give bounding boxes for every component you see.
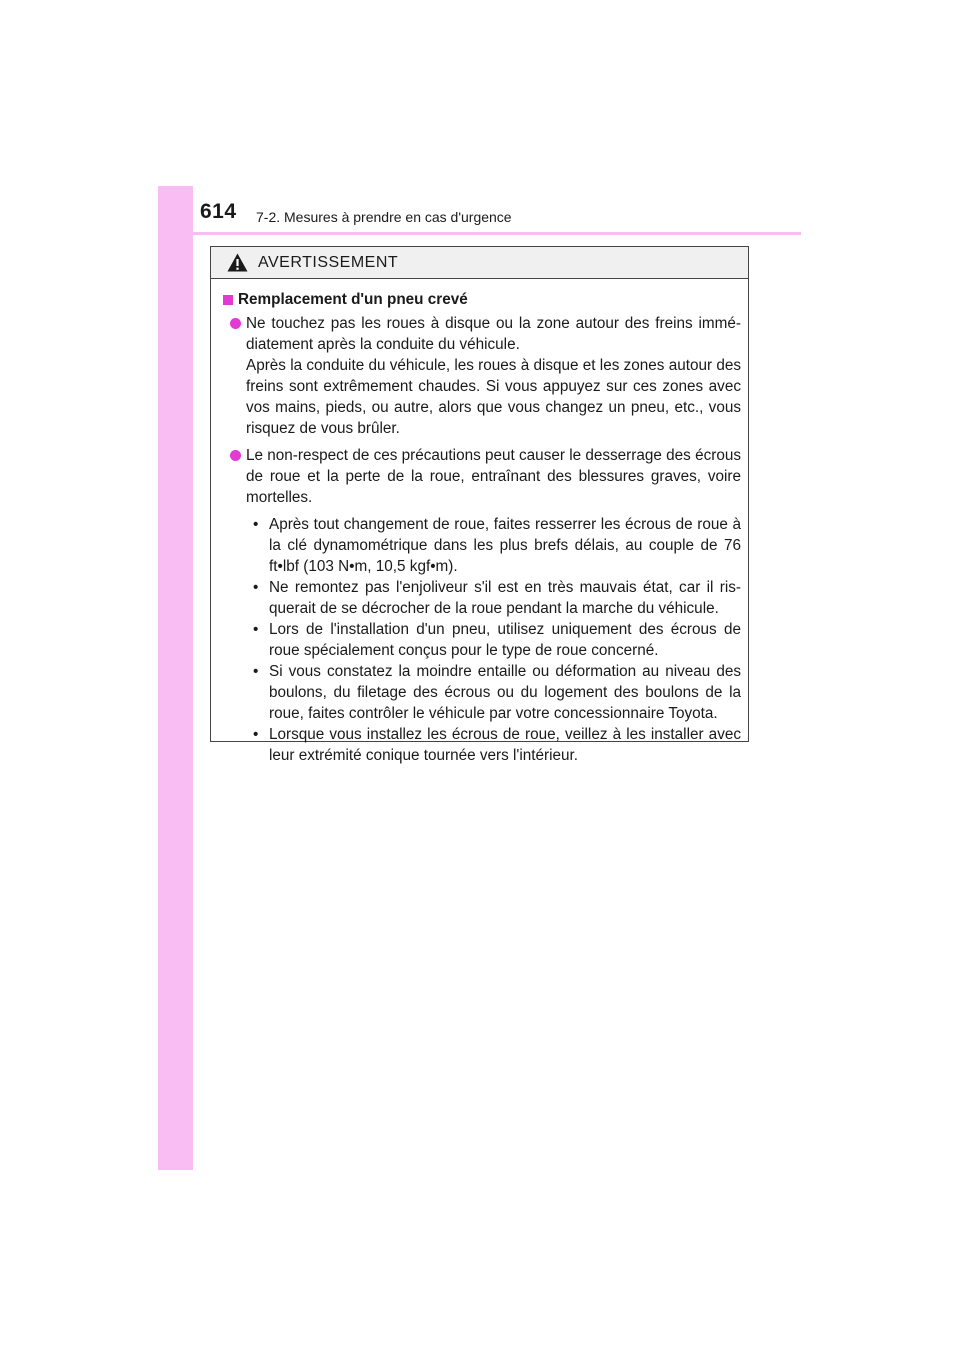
dot-bullet-icon: • — [253, 663, 259, 680]
bullet-paragraph: Après la conduite du véhicule, les roues à disque et les zones autour des freins sont extrêmement chaudes. Si vous appuyez sur ces zones avec vos mains, pieds, ou autre, alors que vous changez un pneu, etc., vous risquez de vous brûler. — [246, 357, 741, 437]
dot-bullet-icon: • — [253, 726, 259, 743]
page-number: 614 — [200, 200, 237, 223]
dot-bullet-icon: • — [253, 621, 259, 638]
bullet-item — [223, 445, 741, 508]
warning-box — [210, 246, 749, 764]
warning-header — [211, 247, 748, 279]
dot-list — [223, 514, 741, 766]
dot-item — [253, 661, 741, 724]
side-tab-strip — [158, 186, 193, 1170]
square-bullet-icon — [223, 295, 233, 305]
dot-bullet-icon: • — [253, 579, 259, 596]
subheading — [223, 289, 741, 310]
bullet-paragraph: Ne touchez pas les roues à disque ou la zone autour des freins immé-diatement après la conduite du véhicule. — [246, 315, 741, 353]
circle-bullet-icon — [230, 450, 241, 461]
warning-triangle-icon — [227, 253, 248, 272]
header-rule — [158, 232, 801, 235]
dot-item — [253, 724, 741, 766]
dot-item — [253, 577, 741, 619]
bullet-paragraph: Le non-respect de ces précautions peut causer le desserrage des écrous de roue et la perte de la roue, entraînant des blessures graves, voire mortelles. — [246, 447, 741, 506]
bullet-text — [246, 313, 741, 439]
dot-item — [253, 514, 741, 577]
dot-item-text: Ne remontez pas l'enjoliveur s'il est en très mauvais état, car il ris-querait de se décrocher de la roue pendant la marche du véhicule. — [269, 579, 741, 617]
warning-title: AVERTISSEMENT — [258, 253, 399, 271]
bullet-text — [246, 445, 741, 508]
warning-content — [211, 279, 748, 766]
dot-item — [253, 619, 741, 661]
dot-item-text: Lorsque vous installez les écrous de roue, veillez à les installer avec leur extrémité conique tournée vers l'intérieur. — [269, 726, 741, 764]
subheading-text: Remplacement d'un pneu crevé — [238, 291, 468, 308]
section-title: 7-2. Mesures à prendre en cas d'urgence — [256, 209, 512, 225]
dot-bullet-icon: • — [253, 516, 259, 533]
dot-item-text: Lors de l'installation d'un pneu, utilisez uniquement des écrous de roue spécialement conçus pour le type de roue concerné. — [269, 621, 741, 659]
circle-bullet-icon — [230, 318, 241, 329]
dot-item-text: Si vous constatez la moindre entaille ou déformation au niveau des boulons, du filetage des écrous ou du logement des boulons de la roue, faites contrôler le véhicule par votre concessionnaire Toyota. — [269, 663, 741, 722]
bullet-item — [223, 313, 741, 439]
dot-item-text: Après tout changement de roue, faites resserrer les écrous de roue à la clé dynamométrique dans les plus brefs délais, au couple de 76 ft•lbf (103 N•m, 10,5 kgf•m). — [269, 516, 741, 575]
